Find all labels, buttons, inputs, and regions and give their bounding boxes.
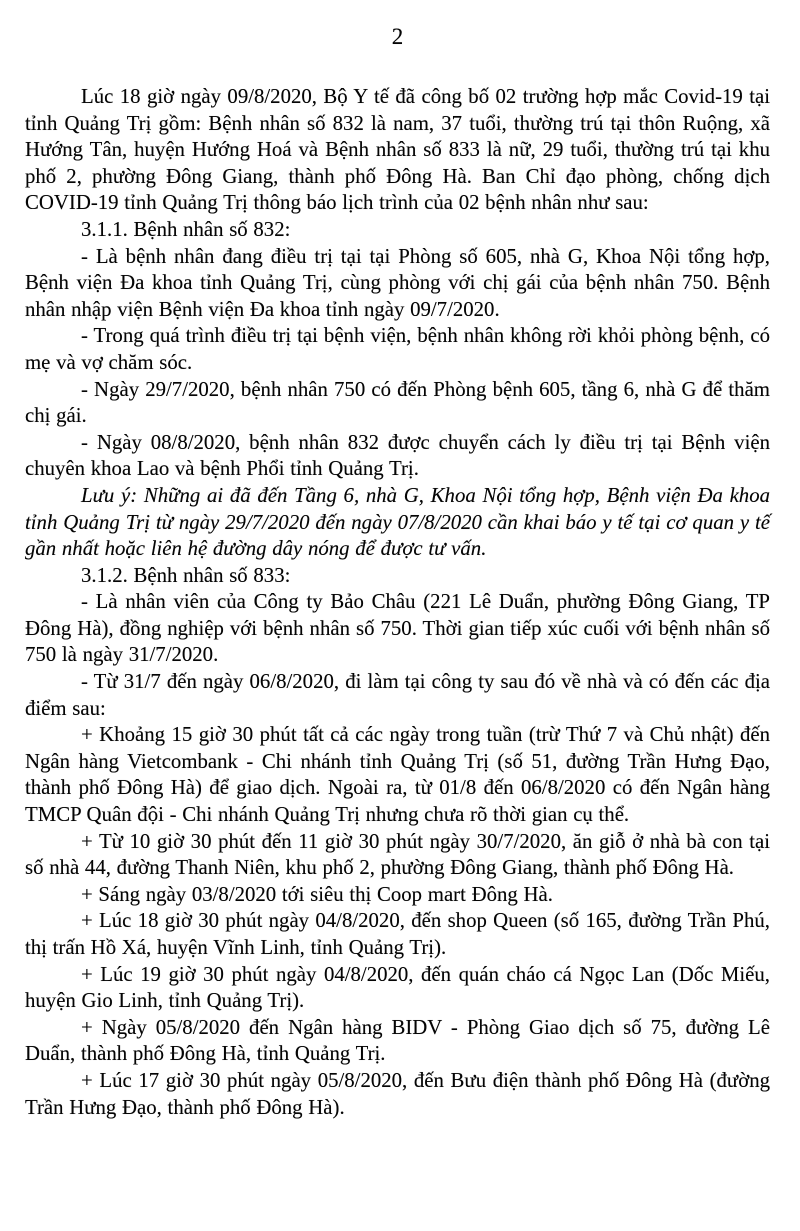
paragraph: + Từ 10 giờ 30 phút đến 11 giờ 30 phút ngày 30/7/2020, ăn giỗ ở nhà bà con tại số nhà 44, đường Thanh Niên, khu phố 2, phường Đông Giang, thành phố Đông Hà. [25,829,770,880]
paragraph: + Khoảng 15 giờ 30 phút tất cả các ngày trong tuần (trừ Thứ 7 và Chủ nhật) đến Ngân hàng Vietcombank - Chi nhánh tỉnh Quảng Trị (số 51, đường Trần Hưng Đạo, thành phố Đông Hà) để giao dịch. Ngoài ra, từ 01/8 đến 06/8/2020 có đến Ngân hàng TMCP Quân đội - Chi nhánh Quảng Trị nhưng chưa rõ thời gian cụ thể. [25,723,770,827]
paragraph: 3.1.2. Bệnh nhân số 833: [81,563,291,587]
paragraph: + Lúc 17 giờ 30 phút ngày 05/8/2020, đến Bưu điện thành phố Đông Hà (đường Trần Hưng Đạo, thành phố Đông Hà). [25,1068,770,1119]
paragraph: Lúc 18 giờ ngày 09/8/2020, Bộ Y tế đã công bố 02 trường hợp mắc Covid-19 tại tỉnh Quảng Trị gồm: Bệnh nhân số 832 là nam, 37 tuổi, thường trú tại thôn Ruộng, xã Hướng Tân, huyện Hướng Hoá và Bệnh nhân số 833 là nữ, 29 tuổi, thường trú tại khu phố 2, phường Đông Giang, thành phố Đông Hà. Ban Chỉ đạo phòng, chống dịch COVID-19 tỉnh Quảng Trị thông báo lịch trình của 02 bệnh nhân như sau: [25,85,770,215]
paragraph: - Là nhân viên của Công ty Bảo Châu (221 Lê Duẩn, phường Đông Giang, TP Đông Hà), đồng nghiệp với bệnh nhân số 750. Thời gian tiếp xúc cuối với bệnh nhân số 750 là ngày 31/7/2020. [25,590,770,667]
paragraph: - Là bệnh nhân đang điều trị tại tại Phòng số 605, nhà G, Khoa Nội tổng hợp, Bệnh viện Đa khoa tỉnh Quảng Trị, cùng phòng với chị gái của bệnh nhân 750. Bệnh nhân nhập viện Bệnh viện Đa khoa tỉnh ngày 09/7/2020. [25,244,770,321]
page-number: 2 [391,24,404,49]
paragraph: Lưu ý: Những ai đã đến Tầng 6, nhà G, Khoa Nội tổng hợp, Bệnh viện Đa khoa tỉnh Quảng Trị từ ngày 29/7/2020 đến ngày 07/8/2020 cần khai báo y tế tại cơ quan y tế gần nhất hoặc liên hệ đường dây nóng để được tư vấn. [25,483,770,561]
paragraph: + Lúc 19 giờ 30 phút ngày 04/8/2020, đến quán cháo cá Ngọc Lan (Dốc Miếu, huyện Gio Linh, tỉnh Quảng Trị). [25,962,770,1013]
paragraph: 3.1.1. Bệnh nhân số 832: [81,217,291,241]
document-body [25,84,770,1121]
paragraph: + Lúc 18 giờ 30 phút ngày 04/8/2020, đến shop Queen (số 165, đường Trần Phú, thị trấn Hồ Xá, huyện Vĩnh Linh, tỉnh Quảng Trị). [25,909,770,959]
paragraph: + Ngày 05/8/2020 đến Ngân hàng BIDV - Phòng Giao dịch số 75, đường Lê Duẩn, thành phố Đông Hà, tỉnh Quảng Trị. [25,1015,770,1066]
paragraph: - Trong quá trình điều trị tại bệnh viện, bệnh nhân không rời khỏi phòng bệnh, có mẹ và vợ chăm sóc. [25,324,770,374]
paragraph: - Ngày 08/8/2020, bệnh nhân 832 được chuyển cách ly điều trị tại Bệnh viện chuyên khoa Lao và bệnh Phổi tỉnh Quảng Trị. [25,430,770,481]
paragraph: - Ngày 29/7/2020, bệnh nhân 750 có đến Phòng bệnh 605, tầng 6, nhà G để thăm chị gái. [25,377,770,428]
paragraph: - Từ 31/7 đến ngày 06/8/2020, đi làm tại công ty sau đó về nhà và có đến các địa điểm sau: [25,670,770,720]
paragraph: + Sáng ngày 03/8/2020 tới siêu thị Coop mart Đông Hà. [81,882,553,906]
